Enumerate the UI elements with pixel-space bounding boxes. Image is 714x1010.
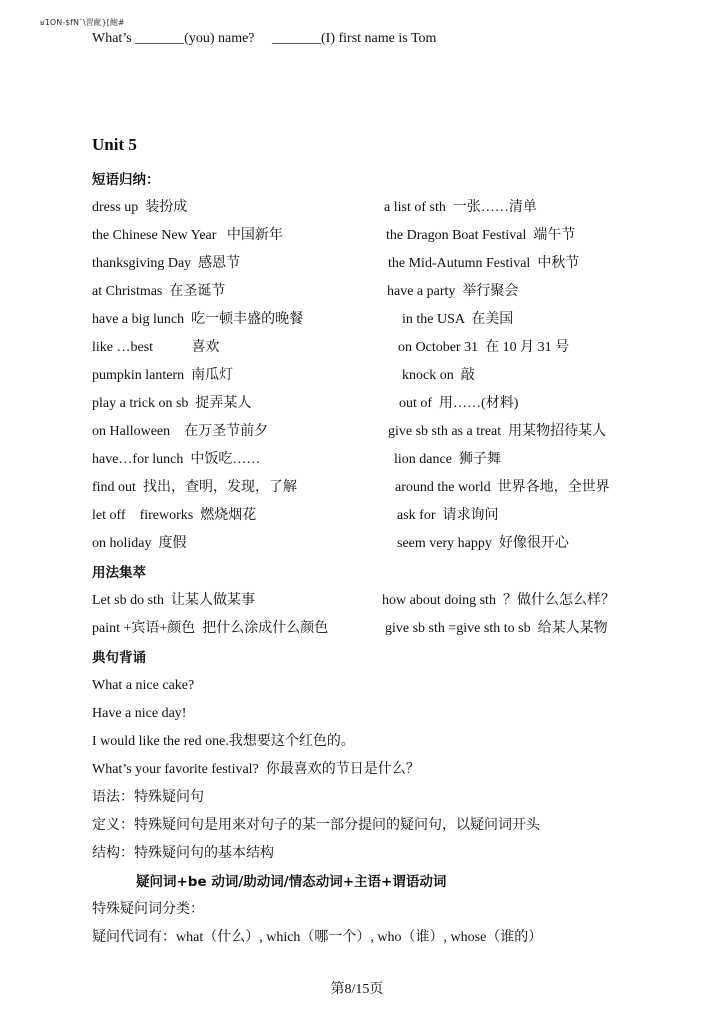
- exercise-line: What’s _______(you) name? _______(I) first name is Tom: [92, 31, 437, 46]
- page-number: 第8/15页: [330, 982, 384, 997]
- structure-formula: 疑问词+be 动词/助动词/情态动词+主语+谓语动词: [136, 874, 447, 890]
- classification-line: 特殊疑问词分类：: [92, 902, 204, 917]
- unit-title: Unit 5: [92, 135, 137, 154]
- phrase-left: have a big lunch 吃一顿丰盛的晚餐: [92, 312, 304, 327]
- sentences-heading: 典句背诵: [92, 650, 146, 666]
- usage-heading: 用法集萃: [92, 565, 146, 581]
- phrase-left: dress up 装扮成: [92, 200, 188, 215]
- phrase-right: lion dance 狮子舞: [394, 452, 501, 467]
- phrase-left: at Christmas 在圣诞节: [92, 284, 226, 299]
- phrases-heading: 短语归纳：: [92, 172, 160, 188]
- phrase-right: in the USA 在美国: [402, 312, 514, 327]
- phrase-left: on holiday 度假: [92, 536, 187, 551]
- phrase-right: a list of sth 一张……清单: [384, 200, 537, 215]
- garbled-header: ʁ1ON-$fN`\習齔}[鮑#: [40, 18, 125, 27]
- sentence: Have a nice day!: [92, 706, 187, 721]
- definition-line: 定义：特殊疑问句是用来对句子的某一部分提问的疑问句，以疑问词开头: [92, 818, 540, 833]
- phrase-right: the Mid-Autumn Festival 中秋节: [388, 256, 580, 271]
- usage-left: Let sb do sth 让某人做某事: [92, 593, 255, 608]
- phrase-left: have…for lunch 中饭吃……: [92, 452, 261, 467]
- sentence: I would like the red one.我想要这个红色的。: [92, 734, 355, 749]
- phrase-left: thanksgiving Day 感恩节: [92, 256, 241, 271]
- phrase-right: have a party 举行聚会: [387, 284, 519, 299]
- phrase-left: on Halloween 在万圣节前夕: [92, 424, 269, 439]
- phrase-left: like …best 喜欢: [92, 340, 220, 355]
- phrase-right: knock on 敲: [402, 368, 475, 383]
- phrase-left: let off fireworks 燃烧烟花: [92, 508, 257, 523]
- phrase-right: the Dragon Boat Festival 端午节: [386, 228, 576, 243]
- phrase-left: the Chinese New Year 中国新年: [92, 228, 283, 243]
- phrase-right: give sb sth as a treat 用某物招待某人: [388, 424, 607, 439]
- sentence: What’s your favorite festival? 你最喜欢的节日是什么？: [92, 762, 420, 777]
- phrase-left: find out 找出，查明，发现，了解: [92, 480, 297, 495]
- phrase-right: ask for 请求询问: [397, 508, 499, 523]
- grammar-line: 语法：特殊疑问句: [92, 790, 204, 805]
- phrase-left: play a trick on sb 捉弄某人: [92, 396, 252, 411]
- phrase-right: seem very happy 好像很开心: [397, 536, 569, 551]
- usage-right: how about doing sth ？做什么怎么样？: [382, 593, 615, 608]
- phrase-right: around the world 世界各地，全世界: [395, 480, 610, 495]
- phrase-right: out of 用……(材料): [399, 396, 519, 411]
- usage-left: paint +宾语+颜色 把什么涂成什么颜色: [92, 621, 329, 636]
- sentence: What a nice cake?: [92, 678, 195, 693]
- structure-line: 结构：特殊疑问句的基本结构: [92, 846, 274, 861]
- phrase-left: pumpkin lantern 南瓜灯: [92, 368, 234, 383]
- pronouns-line: 疑问代词有：what（什么）, which（哪一个）, who（谁）, whose（谁的）: [92, 930, 543, 945]
- phrase-right: on October 31 在 10 月 31 号: [398, 340, 570, 355]
- usage-right: give sb sth =give sth to sb 给某人某物: [385, 621, 608, 636]
